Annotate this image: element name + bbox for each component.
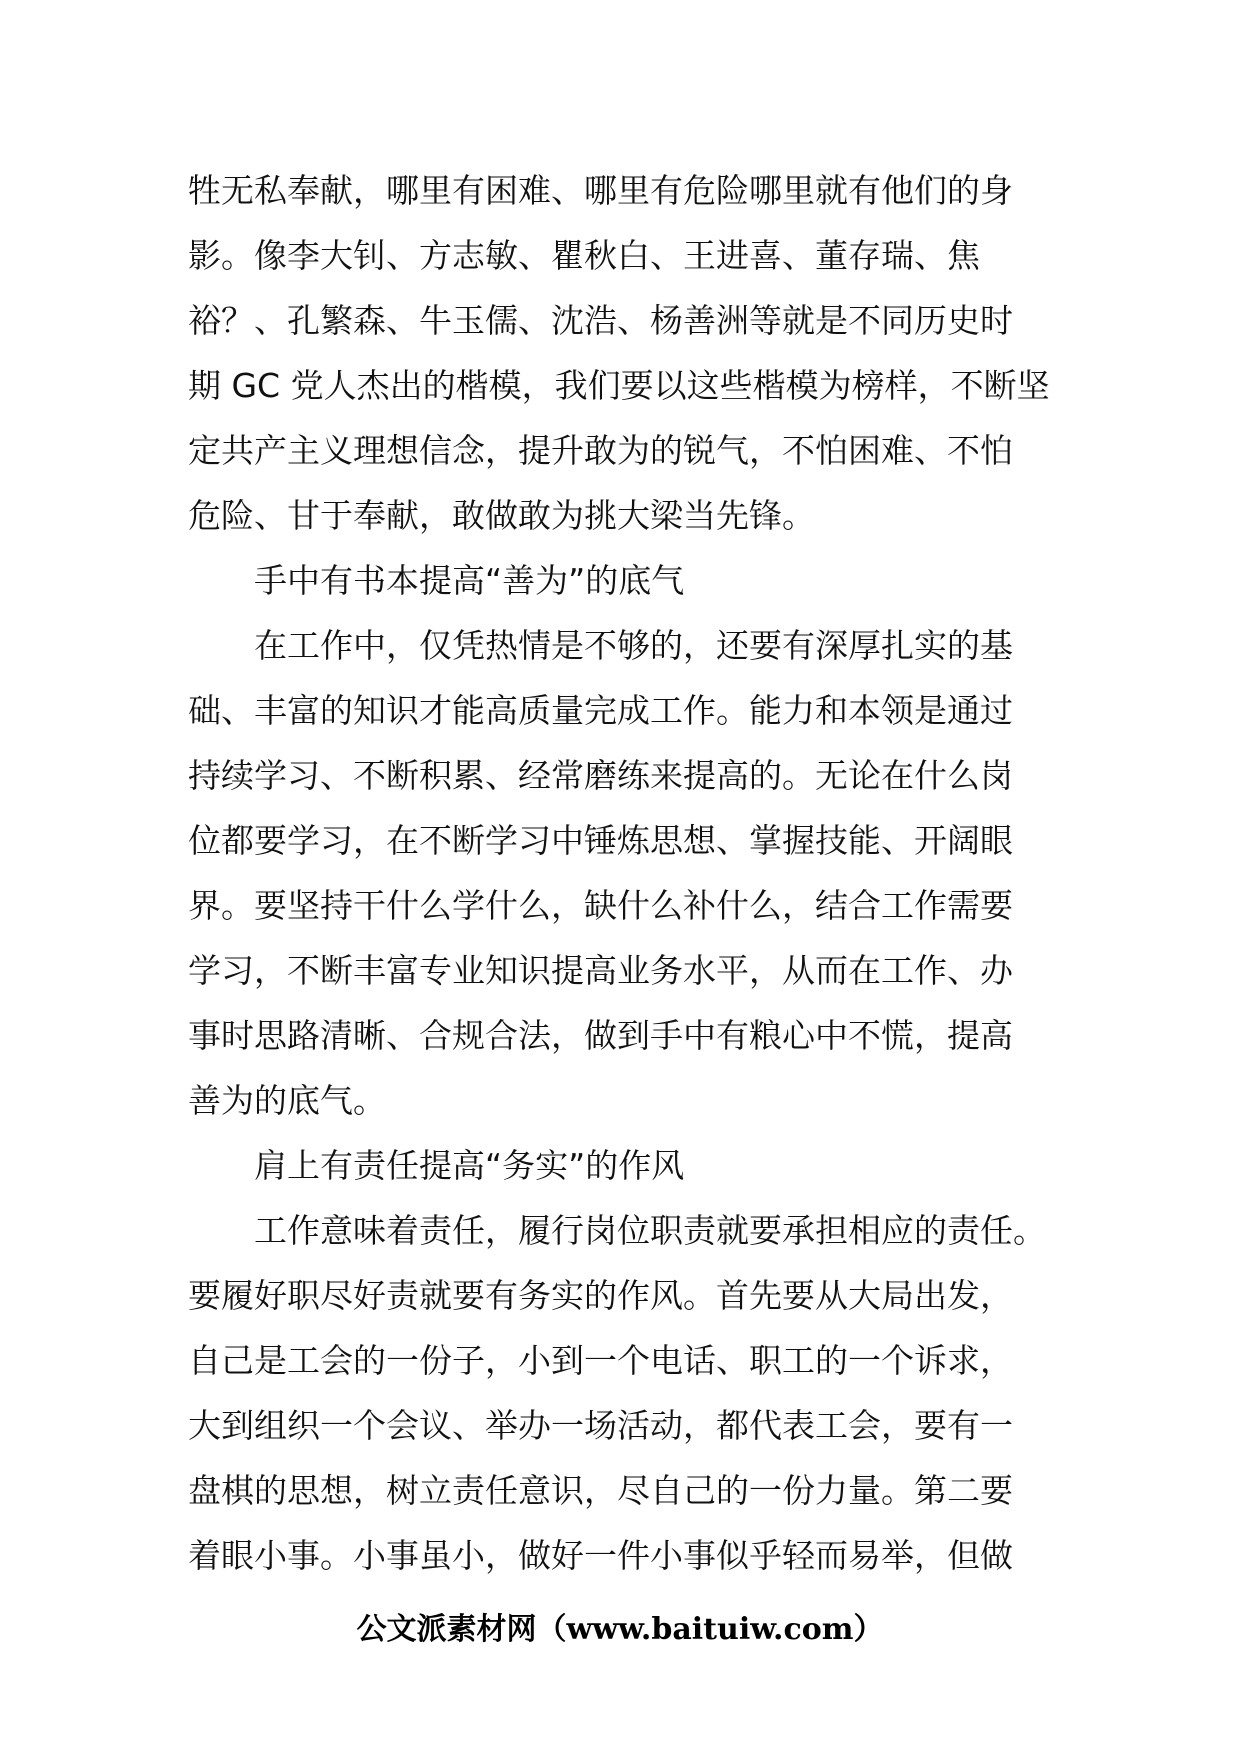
section-heading: 手中有书本提高“善为”的底气 [254, 561, 685, 600]
text-line: 盘棋的思想，树立责任意识，尽自己的一份力量。第二要 [188, 1471, 1013, 1510]
text-line: 持续学习、不断积累、经常磨练来提高的。无论在什么岗 [188, 756, 1013, 795]
text-line: 在工作中，仅凭热情是不够的，还要有深厚扎实的基 [254, 626, 1013, 665]
text-line: 善为的底气。 [188, 1081, 386, 1120]
footer-watermark: 公文派素材网（www.baituiw.com） [356, 1612, 884, 1647]
text-line: 期 GC 党人杰出的楷模，我们要以这些楷模为榜样，不断坚 [188, 366, 1050, 405]
text-line: 事时思路清晰、合规合法，做到手中有粮心中不慌，提高 [188, 1016, 1013, 1055]
text-line: 危险、甘于奉献，敢做敢为挑大梁当先锋。 [188, 496, 815, 535]
text-line: 要履好职尽好责就要有务实的作风。首先要从大局出发， [188, 1276, 1013, 1315]
text-line: 础、丰富的知识才能高质量完成工作。能力和本领是通过 [188, 691, 1013, 730]
text-line: 裕？、孔繁森、牛玉儒、沈浩、杨善洲等就是不同历史时 [188, 301, 1013, 340]
text-line: 影。像李大钊、方志敏、瞿秋白、王进喜、董存瑞、焦 [188, 236, 980, 275]
text-line: 界。要坚持干什么学什么，缺什么补什么，结合工作需要 [188, 886, 1013, 925]
text-line: 工作意味着责任，履行岗位职责就要承担相应的责任。 [254, 1211, 1046, 1250]
text-line: 大到组织一个会议、举办一场活动，都代表工会，要有一 [188, 1406, 1013, 1445]
text-line: 着眼小事。小事虽小，做好一件小事似乎轻而易举，但做 [188, 1536, 1013, 1575]
body-text [188, 158, 1068, 1588]
text-line: 定共产主义理想信念，提升敢为的锐气，不怕困难、不怕 [188, 431, 1013, 470]
text-line: 牲无私奉献，哪里有困难、哪里有危险哪里就有他们的身 [188, 171, 1013, 210]
text-line: 学习，不断丰富专业知识提高业务水平，从而在工作、办 [188, 951, 1013, 990]
text-line: 位都要学习，在不断学习中锤炼思想、掌握技能、开阔眼 [188, 821, 1013, 860]
text-line: 自己是工会的一份子，小到一个电话、职工的一个诉求， [188, 1341, 1013, 1380]
section-heading: 肩上有责任提高“务实”的作风 [254, 1146, 685, 1185]
